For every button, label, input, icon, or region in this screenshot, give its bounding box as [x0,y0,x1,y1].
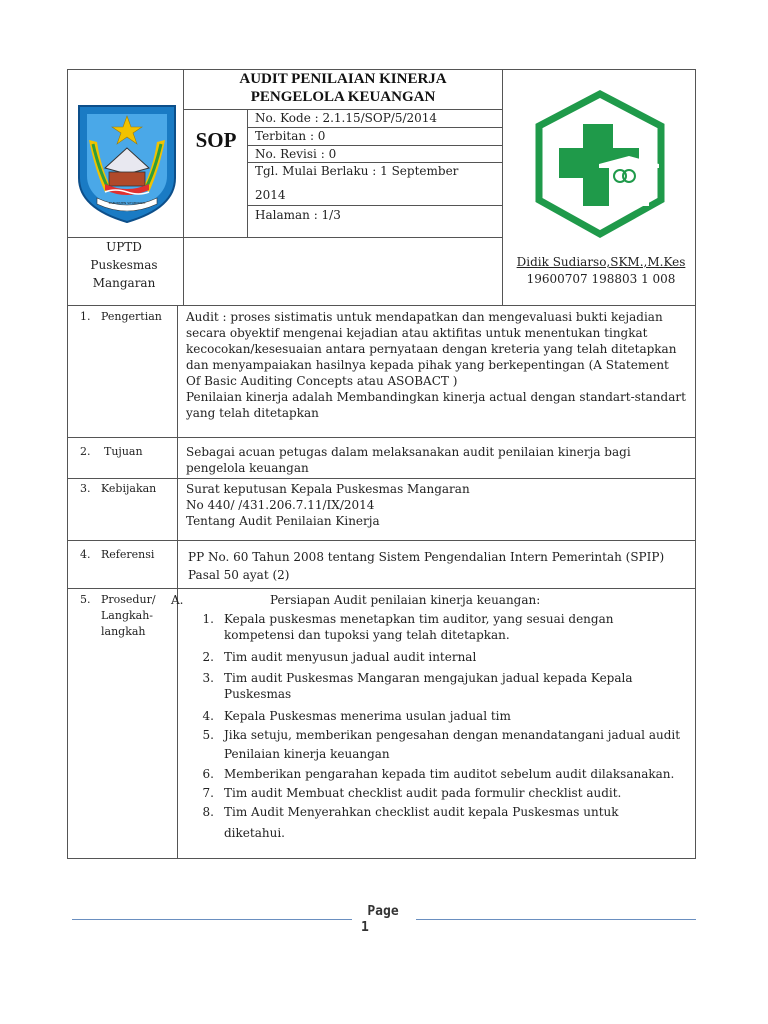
prosedur-label-line: Langkah- [101,609,154,622]
pengertian-line: Penilaian kinerja adalah Membandingkan kinerja actual dengan standart-standart [186,390,686,404]
footer-rule-right [416,919,696,920]
step-line: diketahui. [224,826,285,840]
section-3-number: 3. [80,482,91,495]
kebijakan-line: Tentang Audit Penilaian Kinerja [186,514,380,528]
pengertian-line: Of Basic Auditing Concepts atau ASOBACT ) [186,374,458,388]
step-text [224,727,688,762]
signatory-nip: 19600707 198803 1 008 [526,272,676,286]
step-number: 7. [202,786,214,800]
prosedur-sub-letter: A. [171,593,184,607]
kebijakan-line: Surat keputusan Kepala Puskesmas Mangaran [186,482,470,496]
page-title [184,70,502,106]
tujuan-line: Sebagai acuan petugas dalam melaksanakan audit penilaian kinerja bagi [186,445,631,459]
step-line: Tim audit Membuat checklist audit pada formulir checklist audit. [224,786,622,800]
prosedur-sub-title: Persiapan Audit penilaian kinerja keuangan: [270,593,541,607]
signatory-name: Didik Sudiarso,SKM.,M.Kes [516,255,686,269]
org-mangaran: Mangaran [92,276,156,290]
referensi-line: Pasal 50 ayat (2) [188,568,290,582]
org-uptd: UPTD [106,240,142,254]
step-line: Kepala Puskesmas menerima usulan jadual tim [224,709,511,723]
step-line: Memberikan pengarahan kepada tim auditot sebelum audit dilaksanakan. [224,767,675,781]
step-line: Jika setuju, memberikan pengesahan dengan menandatangani jadual audit [224,728,681,742]
prosedur-label-line: Prosedur/ [101,593,156,606]
step-line: Tim Audit Menyerahkan checklist audit kepala Puskesmas untuk [224,805,619,819]
step-line: kompetensi dan tupoksi yang telah ditetapkan. [224,628,510,642]
prosedur-label-line: langkah [101,625,146,638]
page-number [358,904,408,936]
section-4-number: 4. [80,548,91,561]
puskesmas-logo [525,90,675,240]
signatory [508,254,694,288]
step-line: Tim audit menyusun jadual audit internal [224,650,477,664]
puskesmas-cross-icon [525,90,675,240]
section-1-label: Pengertian [101,310,162,323]
step-number: 6. [202,767,214,781]
section-1-number: 1. [80,310,91,323]
section-3-label: Kebijakan [101,482,157,495]
terbitan: Terbitan : 0 [255,129,326,143]
page-num: 1 [361,920,369,935]
pengertian-line: dan menyampaiakan hasilnya kepada pihak yang berkepentingan (A Statement [186,358,669,372]
kebijakan-text [186,481,688,529]
step-line: Tim audit Puskesmas Mangaran mengajukan jadual kepada Kepala [224,671,633,685]
emblem-banner-text: KABUPATEN SITUBONDO [108,201,146,205]
step-line: Penilaian kinerja keuangan [224,747,390,761]
referensi-text [188,548,688,584]
no-kode: No. Kode : 2.1.15/SOP/5/2014 [255,111,438,125]
title-line-1: AUDIT PENILAIAN KINERJA [239,71,447,87]
step-number: 1. [202,612,214,626]
section-5-label [101,592,156,640]
tujuan-line: pengelola keuangan [186,461,309,475]
step-number: 8. [202,805,214,819]
org-puskesmas: Puskesmas [90,258,158,272]
step-text [224,785,688,801]
step-number: 3. [202,671,214,685]
step-number: 4. [202,709,214,723]
tgl-mulai-berlaku: Tgl. Mulai Berlaku : 1 September [255,164,459,178]
step-text [224,708,688,724]
pengertian-line: yang telah ditetapkan [186,406,319,420]
pengertian-line: Audit : proses sistimatis untuk mendapatkan dan mengevaluasi bukti kejadian [186,310,663,324]
situbondo-emblem [75,100,179,224]
section-5-number: 5. [80,593,91,606]
footer-rule-left [72,919,352,920]
shield-emblem-icon [75,100,179,224]
org-name [70,238,178,292]
tgl-mulai-year: 2014 [255,188,286,202]
kebijakan-line: No 440/ /431.206.7.11/IX/2014 [186,498,375,512]
no-revisi: No. Revisi : 0 [255,147,337,161]
pengertian-text [186,309,688,421]
step-line: Puskesmas [224,687,292,701]
halaman: Halaman : 1/3 [255,208,341,222]
title-line-2: PENGELOLA KEUANGAN [250,89,436,105]
pengertian-line: secara obyektif mengenai kejadian atau aktifitas untuk menentukan tingkat [186,326,648,340]
section-2-number: 2. [80,445,91,458]
step-number: 2. [202,650,214,664]
step-text [224,766,688,782]
step-text [224,649,688,665]
step-line: Kepala puskesmas menetapkan tim auditor, yang sesuai dengan [224,612,614,626]
section-2-label: Tujuan [104,445,143,458]
sop-label: SOP [195,128,237,152]
pengertian-line: kecocokan/kesesuaian antara pernyataan dengan kreteria yang telah ditetapkan [186,342,677,356]
tujuan-text [186,444,688,476]
step-text [224,611,688,643]
referensi-line: PP No. 60 Tahun 2008 tentang Sistem Pengendalian Intern Pemerintah (SPIP) [188,550,665,564]
step-text [224,804,688,841]
page-word: Page [367,904,399,919]
step-text [224,670,688,702]
section-4-label: Referensi [101,548,155,561]
step-number: 5. [202,728,214,742]
